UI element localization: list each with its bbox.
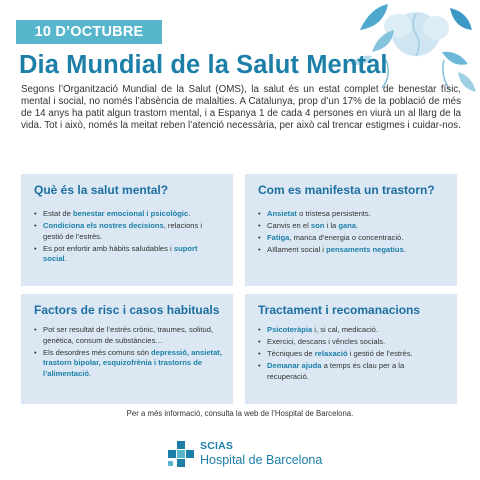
text-segment: . bbox=[356, 221, 359, 231]
list-item bbox=[258, 349, 447, 360]
list-item bbox=[258, 233, 447, 244]
highlight-text: suport social bbox=[43, 243, 198, 264]
text-segment: Pot ser resultat de l’estrès crònic, traumes, solitud, genètica, consum de substàncies… bbox=[43, 325, 214, 345]
info-box-treatment bbox=[245, 294, 457, 404]
text-segment: Es pot enfortir amb hàbits saludables i bbox=[43, 243, 174, 253]
box-title: Tractament i recomanacions bbox=[258, 303, 421, 317]
list-item bbox=[258, 337, 447, 348]
text-segment: , manca d’energia o concentració. bbox=[289, 233, 404, 243]
intro-paragraph: Segons l’Organització Mundial de la Salut (OMS), la salut és un estat complet de benestar físic, mental i social, no només l’absència de malalties. A Catalunya, prop d’un 17% de la població de més de 14 anys ha patit algun trastorn mental, i a Espanya 1 de cada 4 persones en viurà un al llarg de la vida. Tot i això, només la meitat reben l’atenció necessària, per això cal trencar estigmes i cuidar-nos. bbox=[21, 84, 461, 132]
text-segment: i gestió de l’estrès. bbox=[347, 349, 413, 359]
box-list bbox=[34, 209, 223, 266]
highlight-text: depressió, ansietat, trastorn bipolar, esquizofrènia i trastorns de l’alimentació bbox=[43, 347, 222, 378]
text-segment: , relacions i gestió de l’estrès. bbox=[43, 221, 203, 241]
list-item bbox=[34, 325, 223, 346]
highlight-text: Ansietat bbox=[267, 209, 297, 218]
box-title: Factors de risc i casos habituals bbox=[34, 303, 220, 317]
list-item bbox=[34, 221, 223, 242]
page-title: Dia Mundial de la Salut Mental bbox=[19, 51, 388, 79]
text-segment: . bbox=[64, 254, 67, 264]
text-segment: Aïllament social i bbox=[267, 245, 327, 255]
list-item bbox=[34, 348, 223, 380]
highlight-text: relaxació bbox=[314, 349, 348, 359]
box-title: Què és la salut mental? bbox=[34, 183, 169, 197]
text-segment: i la bbox=[324, 221, 339, 231]
box-list bbox=[258, 325, 447, 384]
logo-subtitle: Hospital de Barcelona bbox=[200, 453, 323, 467]
highlight-text: Fatiga bbox=[267, 233, 290, 243]
text-segment: a temps és clau per a la recuperació. bbox=[267, 361, 405, 381]
text-segment: Exercici, descans i vêncles socials. bbox=[267, 337, 386, 347]
highlight-text: gana bbox=[338, 221, 357, 231]
cross-logo-icon bbox=[166, 440, 196, 470]
text-segment: . bbox=[188, 209, 191, 218]
text-segment: Els desordres més comuns són bbox=[43, 347, 152, 357]
date-badge: 10 D’OCTUBRE bbox=[16, 20, 162, 44]
list-item bbox=[258, 325, 447, 336]
box-list bbox=[34, 325, 223, 381]
text-segment: Tècniques de bbox=[267, 349, 315, 359]
highlight-text: Demanar ajuda bbox=[267, 361, 322, 371]
info-box-what-is bbox=[21, 174, 233, 286]
list-item bbox=[34, 209, 223, 220]
highlight-text: Condiciona els nostres decisions bbox=[43, 221, 164, 231]
logo-name: SCIAS bbox=[200, 440, 234, 452]
box-title: Com es manifesta un trastorn? bbox=[258, 183, 435, 197]
highlight-text: pensaments negatius bbox=[326, 245, 404, 255]
list-item bbox=[258, 221, 447, 232]
text-segment: o tristesa persistents. bbox=[296, 209, 371, 218]
text-segment: . bbox=[403, 245, 406, 255]
hospital-logo bbox=[166, 438, 326, 472]
text-segment: . bbox=[89, 368, 92, 378]
highlight-text: benestar emocional i psicològic bbox=[72, 209, 189, 218]
text-segment: Canvis en el bbox=[267, 221, 311, 231]
more-info-text: Per a més informació, consulta la web de l’Hospital de Barcelona. bbox=[126, 409, 354, 418]
list-item bbox=[258, 245, 447, 256]
list-item bbox=[258, 209, 447, 220]
box-list bbox=[258, 209, 447, 257]
text-segment: i, si cal, medicació. bbox=[312, 325, 379, 334]
list-item bbox=[258, 361, 447, 382]
list-item bbox=[34, 244, 223, 265]
highlight-text: son bbox=[310, 221, 325, 231]
info-box-risk-factors bbox=[21, 294, 233, 404]
info-box-symptoms bbox=[245, 174, 457, 286]
text-segment: Estat de bbox=[43, 209, 73, 218]
highlight-text: Psicoteràpia bbox=[267, 325, 313, 334]
